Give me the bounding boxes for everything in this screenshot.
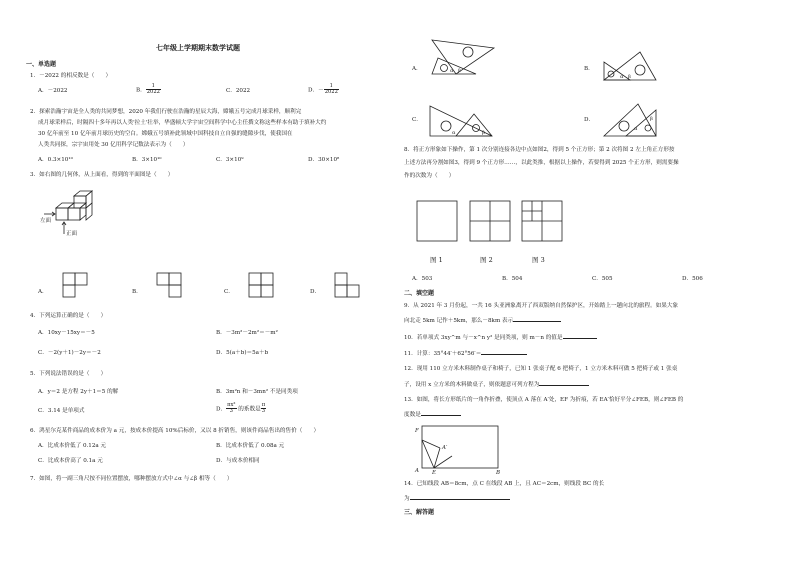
q1-stem: 1．－2022 的相反数是（ ） bbox=[30, 73, 112, 79]
q2-option-d: D．30×10⁸ bbox=[308, 157, 340, 163]
q13-figure bbox=[412, 422, 502, 474]
q3-option-a-figure bbox=[62, 272, 90, 298]
q7-option-c: C． bbox=[412, 117, 422, 123]
q4-option-a: A．10xy－15xy＝－5 bbox=[38, 330, 95, 336]
q6-option-b: B．比成本价低了 0.08a 元 bbox=[216, 443, 285, 449]
q7-a-alpha: α bbox=[450, 68, 454, 74]
q6-option-a: A．比成本价低了 0.12a 元 bbox=[38, 443, 107, 449]
q4-option-c: C．－2(y＋1)－2y＝－2 bbox=[38, 350, 101, 356]
q7-a-beta: β bbox=[458, 68, 461, 74]
q3-option-c: C． bbox=[224, 289, 234, 295]
q2-line-3: 30 亿年前至 10 亿年前月球历史的空白。嫦娥五号填补此领域中国科技自立自强的缝隙步伐，使我国在 bbox=[38, 131, 293, 137]
q7-b-alpha: α bbox=[620, 74, 624, 80]
q7-stem: 7．如图，将一副三角尺按不同位置摆放，哪种摆放方式中∠α 与∠β 相等（ ） bbox=[30, 476, 233, 482]
q7-option-a-figure bbox=[426, 38, 496, 86]
q7-b-beta: β bbox=[628, 74, 631, 80]
q7-option-d: D． bbox=[584, 117, 595, 123]
q8-figures bbox=[416, 200, 564, 244]
q6-option-c: C．比成本价高了 0.1a 元 bbox=[38, 458, 103, 464]
q9-line-2: 向北走 5km 记作＋5km，那么－8km 表示 bbox=[404, 317, 561, 326]
q14-line-1: 14．已知线段 AB＝8cm，点 C 在线段 AB 上，且 AC＝2cm，则线段 BC 的长 bbox=[404, 481, 605, 487]
q2-line-1: 2．探索浩瀚宇宙是全人类的共同梦想，2020 年我们行驶在浩瀚的星辰大海，嫦娥五号完成月球采样，顺利完 bbox=[30, 109, 302, 115]
q3-option-c-figure bbox=[248, 272, 276, 298]
q3-option-b: B． bbox=[132, 289, 142, 295]
q7-option-b-figure bbox=[600, 48, 660, 88]
q13-line-1: 13．如图，将长方形纸片的一角作折叠，使顶点 A 落在 A′处，EF 为折痕，若 EA′恰好平分∠FEB，则∠FEB 的 bbox=[404, 397, 684, 403]
q12-line-2: 子，设用 x 立方米的木料做桌子，则依题意可列方程为 bbox=[404, 381, 589, 390]
q8-fig1-label: 图 1 bbox=[430, 256, 443, 264]
q5-stem: 5．下列说法错误的是（ ） bbox=[30, 371, 107, 377]
q7-option-b: B． bbox=[584, 66, 594, 72]
q7-option-a: A． bbox=[412, 66, 422, 72]
q3-label-left: 左面 bbox=[40, 218, 52, 224]
q8-line-2: 上述方法再分割如图3，得到 9 个正方形……，以此类推，根据以上操作，若要得到 2025 个正方形，则需要操 bbox=[404, 160, 679, 166]
q4-option-b: B．－3m²－2m²＝－m² bbox=[216, 330, 278, 336]
q8-fig2-label: 图 2 bbox=[480, 256, 493, 264]
q1-option-d: D．－ $\frac{1}{2022}$ bbox=[308, 83, 338, 96]
q5-option-d: D． $\frac{\text{πx²}}{3}$ 的系数是 $\frac{\pi}{3}$ bbox=[216, 402, 266, 415]
q13-label-E: E bbox=[432, 470, 437, 476]
q8-option-c: C．505 bbox=[592, 276, 613, 282]
q7-d-alpha: α bbox=[634, 126, 638, 132]
q2-line-2: 成月球采样后，时隔四十多年再以人类'拉土'壮举，华盛顿大学宇宙空间科学中心主任撰文称这些样本有助于填补大约 bbox=[38, 120, 327, 126]
q2-option-c: C．3×10⁹ bbox=[216, 157, 244, 163]
q14-answer-blank[interactable] bbox=[410, 495, 510, 500]
q10-stem: 10．若单项式 3xy^m 与－x^n y² 是同类项，则 m－n 的值是 bbox=[404, 334, 597, 343]
q13-line-2: 度数是 bbox=[404, 411, 461, 420]
q3-option-a: A． bbox=[38, 289, 48, 295]
q5-option-a: A．y＝2 是方程 2y＋1＝5 的解 bbox=[38, 389, 119, 395]
q13-label-F: F bbox=[415, 428, 419, 434]
q10-answer-blank[interactable] bbox=[563, 334, 597, 339]
q7-d-beta: β bbox=[650, 116, 653, 122]
q13-label-A: A bbox=[415, 468, 419, 474]
q11-stem: 11．计算：35°44′＋62°56′＝ bbox=[404, 350, 527, 359]
q7-option-d-figure bbox=[600, 100, 660, 140]
q2-option-a: A．0.3×10¹⁰ bbox=[38, 157, 73, 163]
q12-answer-blank[interactable] bbox=[539, 381, 589, 386]
q7-c-beta: β bbox=[482, 130, 485, 136]
q3-option-d: D． bbox=[310, 289, 321, 295]
q2-line-4: 人类共同探，宗宇宙用处 30 亿用科学记数法表示为（ ） bbox=[38, 142, 189, 148]
q13-answer-blank[interactable] bbox=[421, 411, 461, 416]
q14-line-2: 为 bbox=[404, 495, 510, 504]
q9-answer-blank[interactable] bbox=[513, 317, 561, 322]
q7-c-alpha: α bbox=[452, 130, 456, 136]
q8-option-a: A．503 bbox=[412, 276, 433, 282]
q3-stem: 3．如右图的几何体，从上面看，得到的平面图是（ ） bbox=[30, 172, 174, 178]
q1-option-a: A．－2022 bbox=[38, 88, 68, 94]
q4-stem: 4．下列运算正确的是（ ） bbox=[30, 313, 107, 319]
q3-option-d-figure bbox=[334, 272, 362, 298]
q3-solid-figure bbox=[40, 190, 104, 249]
q5-option-c: C．3.14 是单项式 bbox=[38, 408, 85, 414]
q9-line-1: 9．从 2021 年 3 月份起，一共 16 头亚洲象离开了西双版纳自然保护区，开始踏上一趟向北的旅程。如果大象 bbox=[404, 303, 679, 309]
q2-option-b: B．3×10¹⁰ bbox=[132, 157, 162, 163]
q1-option-b: B． $\frac{1}{2022}$ bbox=[136, 83, 160, 96]
q1-option-c: C．2022 bbox=[226, 88, 251, 94]
section-solutions: 三、解答题 bbox=[404, 509, 435, 516]
q3-label-front: 正面 bbox=[66, 231, 78, 237]
q11-answer-blank[interactable] bbox=[481, 350, 527, 355]
q8-option-d: D．506 bbox=[682, 276, 703, 282]
q8-line-3: 作的次数为（ ） bbox=[404, 173, 455, 179]
section-fill-in: 二、填空题 bbox=[404, 290, 435, 297]
q6-stem: 6．鸿星尔克某件商品的成本价为 a 元，按成本价提高 10%后标价，又以 8 折销售，则该件商品售出的售价（ ） bbox=[30, 428, 320, 434]
section-single-choice: 一、单选题 bbox=[26, 61, 57, 68]
q8-fig3-label: 图 3 bbox=[532, 256, 545, 264]
q7-option-c-figure bbox=[426, 102, 496, 142]
q13-label-B: B bbox=[496, 470, 501, 476]
q13-label-A-prime: A′ bbox=[442, 445, 448, 451]
q6-option-d: D．与成本价相同 bbox=[216, 458, 260, 464]
q5-option-b: B．3m²n 和－3mn² 不是同类项 bbox=[216, 389, 298, 395]
q12-line-1: 12．现用 110 立方米木料制作桌子和椅子，已知 1 张桌子配 6 把椅子，1 立方米木料可做 5 把椅子或 1 张桌 bbox=[404, 366, 678, 372]
q8-line-1: 8．将正方形象如下操作，第 1 次分别连接各边中点如图2，得到 5 个正方形；第 2 次将图 2 左上角正方形按 bbox=[404, 147, 675, 153]
page-title: 七年级上学期期末数学试题 bbox=[156, 44, 240, 52]
q4-option-d: D．5(a＋b)＝5a＋b bbox=[216, 350, 269, 356]
q3-option-b-figure bbox=[156, 272, 184, 298]
q8-option-b: B．504 bbox=[502, 276, 523, 282]
